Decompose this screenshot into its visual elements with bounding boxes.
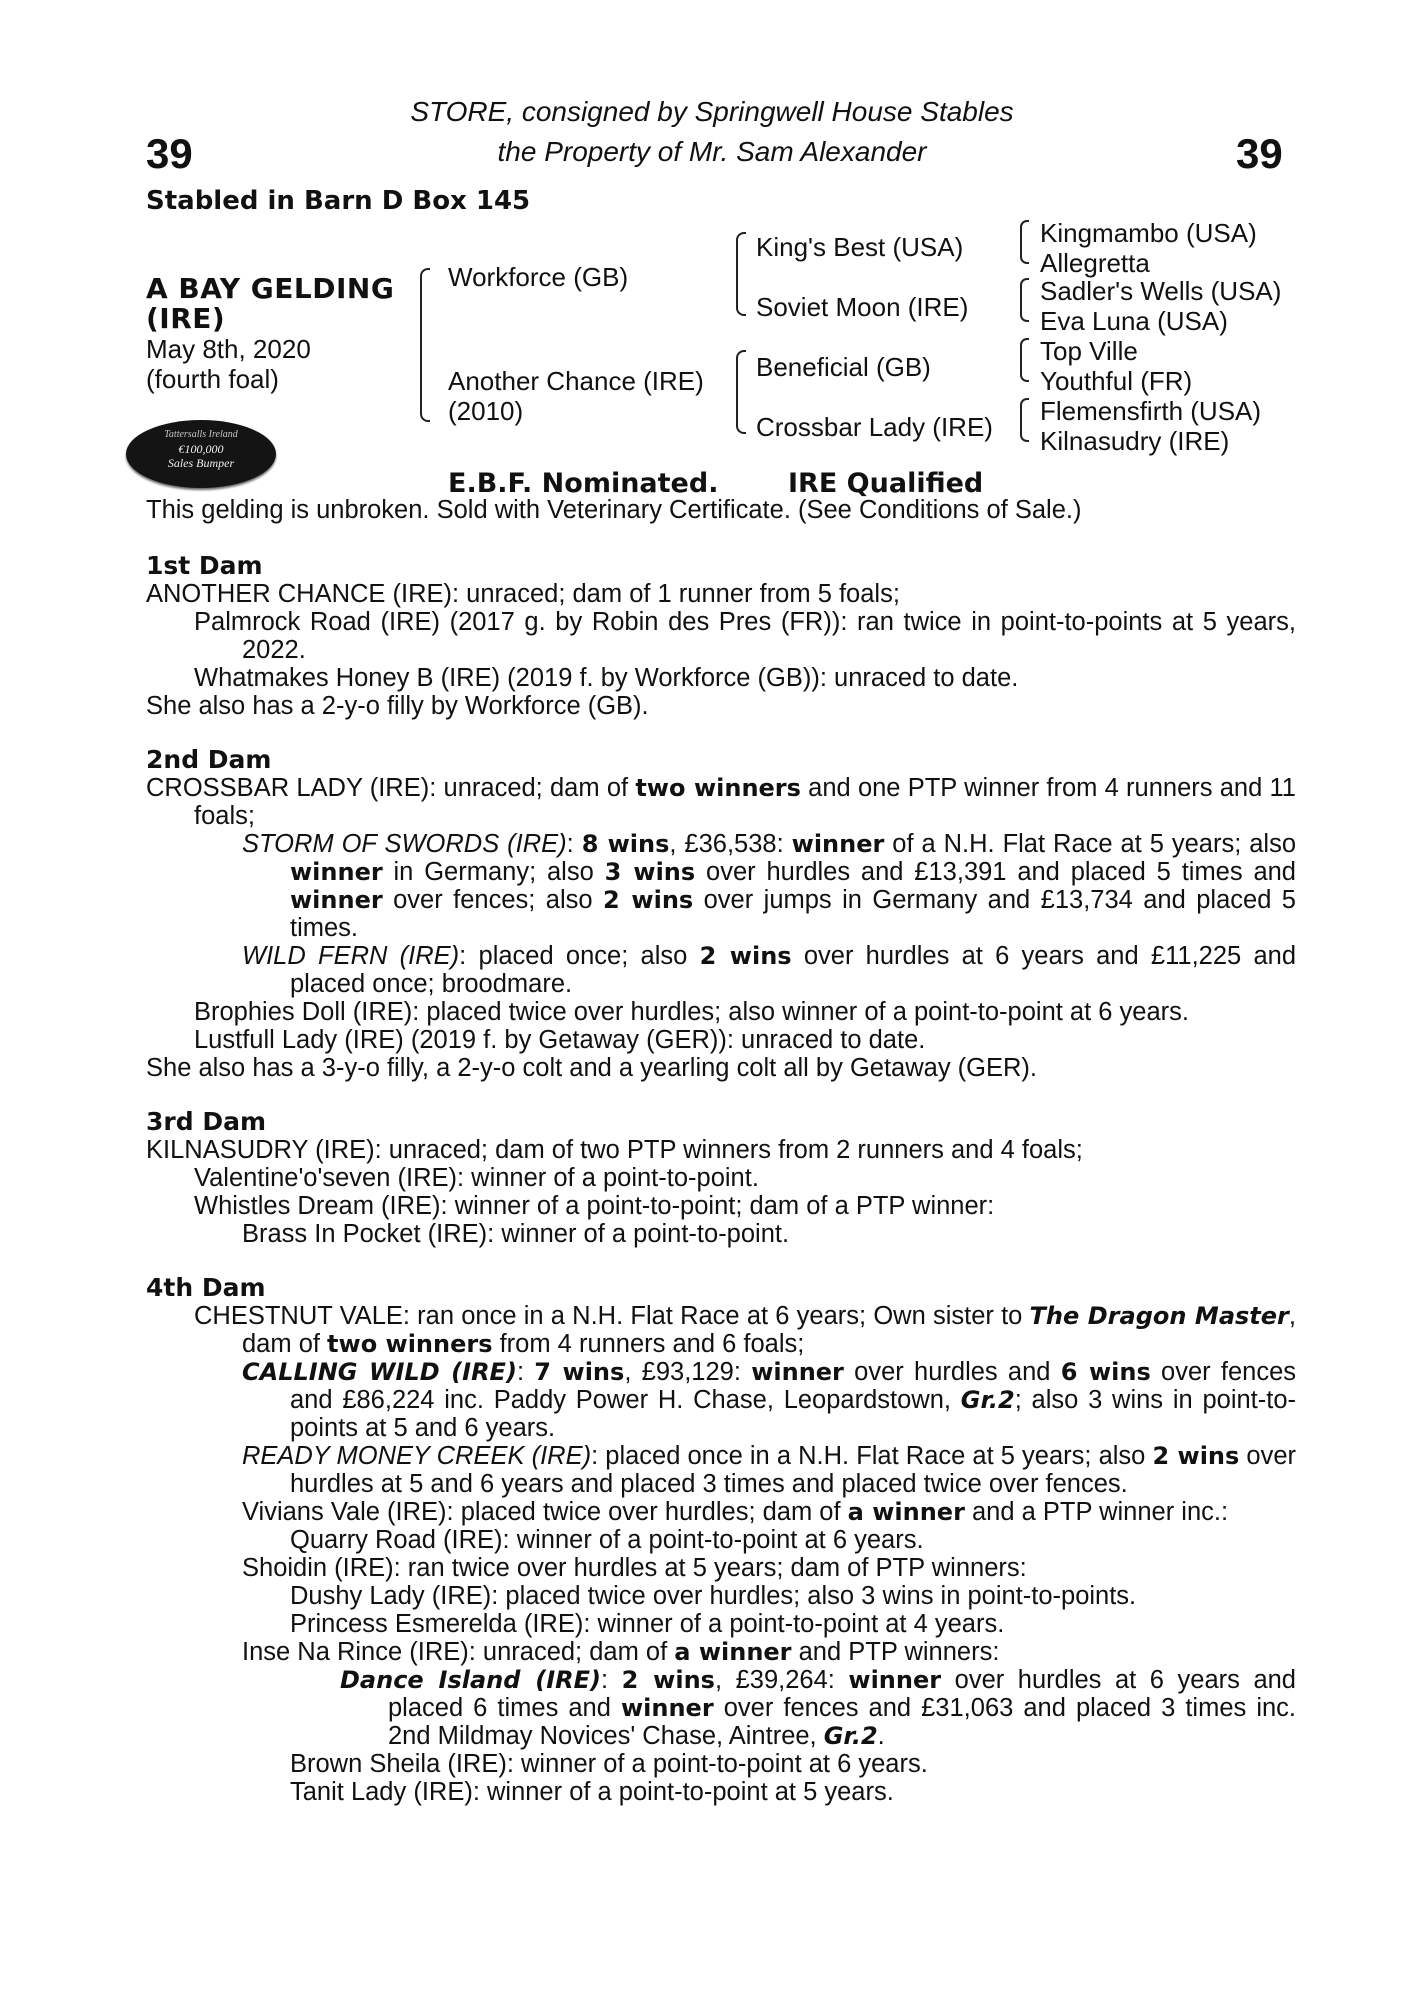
produce-inse-na-rince: Inse Na Rince (IRE): unraced; dam of a winner and PTP winners:: [242, 1638, 1000, 1666]
third-dam-heading: 3rd Dam: [146, 1107, 266, 1136]
pedigree-gg2: Allegretta: [1040, 248, 1150, 278]
foal-note: (fourth foal): [146, 364, 279, 394]
produce-tanit-lady: Tanit Lady (IRE): winner of a point-to-point at 5 years.: [290, 1778, 894, 1806]
third-dam-line: Valentine'o'seven (IRE): winner of a point-to-point.: [194, 1164, 759, 1192]
consignor-line: STORE, consigned by Springwell House Stables: [410, 96, 1014, 127]
third-dam-line: Whistles Dream (IRE): winner of a point-to-point; dam of a PTP winner:: [194, 1192, 995, 1220]
produce-princess-esmerelda: Princess Esmerelda (IRE): winner of a point-to-point at 4 years.: [290, 1610, 1005, 1638]
catalogue-body: [146, 552, 1296, 1806]
produce-dushy-lady: Dushy Lady (IRE): placed twice over hurdles; also 3 wins in point-to-points.: [290, 1582, 1137, 1610]
logo-line3: Sales Bumper: [167, 456, 235, 470]
produce-wild-fern: WILD FERN (IRE): placed once; also 2 wins over hurdles at 6 years and £11,225 and placed once; broodmare.: [242, 942, 1297, 998]
produce-dance-island: Dance Island (IRE): 2 wins, £39,264: winner over hurdles at 6 years and placed 6 times and winner over fences and £31,063 and placed 3 times inc. 2nd Mildmay Novices' Chase, Aintree, Gr.2.: [340, 1666, 1296, 1750]
logo-line1: Tattersalls Ireland: [164, 429, 238, 440]
lot-number-left: 39: [146, 130, 193, 177]
produce-calling-wild: CALLING WILD (IRE): 7 wins, £93,129: winner over hurdles and 6 wins over fences and £86,224 inc. Paddy Power H. Chase, Leopardstown, Gr.2; also 3 wins in point-to-points at 5 and 6 years.: [242, 1358, 1297, 1442]
first-dam-heading: 1st Dam: [146, 551, 263, 580]
fourth-dam-heading: 4th Dam: [146, 1273, 266, 1302]
fourth-dam-intro: CHESTNUT VALE: ran once in a N.H. Flat Race at 6 years; Own sister to The Dragon Master, dam of two winners from 4 runners and 6 foals;: [194, 1302, 1296, 1358]
pedigree-dam-year: (2010): [448, 396, 524, 426]
produce-vivians-vale: Vivians Vale (IRE): placed twice over hurdles; dam of a winner and a PTP winner inc.:: [242, 1498, 1229, 1526]
pedigree-gg8: Kilnasudry (IRE): [1040, 426, 1230, 456]
pedigree-gg6: Youthful (FR): [1040, 366, 1193, 396]
logo-line2: €100,000: [178, 442, 224, 456]
pedigree-gg3: Sadler's Wells (USA): [1040, 276, 1282, 306]
stabled-location: Stabled in Barn D Box 145: [146, 186, 531, 216]
horse-name-line1: A BAY GELDING: [146, 272, 395, 305]
pedigree-gg7: Flemensfirth (USA): [1040, 396, 1262, 426]
ebf-nominated: E.B.F. Nominated.: [448, 468, 719, 499]
pedigree-dam-dam: Crossbar Lady (IRE): [756, 412, 993, 442]
pedigree-brace-g2: [1020, 278, 1029, 322]
horse-name-line2: (IRE): [146, 302, 226, 335]
pedigree-brace-main: [420, 268, 430, 422]
pedigree-sire: Workforce (GB): [448, 262, 629, 292]
sales-bumper-logo: [126, 420, 276, 488]
produce-quarry-road: Quarry Road (IRE): winner of a point-to-point at 6 years.: [290, 1526, 924, 1554]
lot-number-right: 39: [1236, 130, 1283, 177]
second-dam-intro: CROSSBAR LADY (IRE): unraced; dam of two winners and one PTP winner from 4 runners and 11 foals;: [146, 774, 1296, 830]
first-dam-line: Palmrock Road (IRE) (2017 g. by Robin des Pres (FR)): ran twice in point-to-points at 5 years, 2022.: [194, 608, 1296, 664]
second-dam-line: She also has a 3-y-o filly, a 2-y-o colt and a yearling colt all by Getaway (GER).: [146, 1054, 1037, 1082]
third-dam-line: Brass In Pocket (IRE): winner of a point-to-point.: [242, 1220, 790, 1248]
second-dam-line: Brophies Doll (IRE): placed twice over hurdles; also winner of a point-to-point at 6 years.: [194, 998, 1189, 1026]
pedigree-brace-g3: [1020, 338, 1029, 382]
produce-storm-of-swords: STORM OF SWORDS (IRE): 8 wins, £36,538: winner of a N.H. Flat Race at 5 years; also winner in Germany; also 3 wins over hurdles and £13,391 and placed 5 times and winner over fences; also 2 wins over jumps in Germany and £13,734 and placed 5 times.: [242, 830, 1297, 942]
third-dam-line: KILNASUDRY (IRE): unraced; dam of two PTP winners from 2 runners and 4 foals;: [146, 1136, 1083, 1164]
pedigree-brace-g1: [1020, 220, 1029, 264]
first-dam-line: She also has a 2-y-o filly by Workforce (GB).: [146, 692, 649, 720]
pedigree-gg5: Top Ville: [1040, 336, 1138, 366]
pedigree-brace-dam: [736, 350, 746, 434]
foaling-date: May 8th, 2020: [146, 334, 311, 364]
produce-shoidin: Shoidin (IRE): ran twice over hurdles at 5 years; dam of PTP winners:: [242, 1554, 1027, 1582]
produce-brown-sheila: Brown Sheila (IRE): winner of a point-to-point at 6 years.: [290, 1750, 928, 1778]
first-dam-line: ANOTHER CHANCE (IRE): unraced; dam of 1 runner from 5 foals;: [146, 580, 900, 608]
first-dam-line: Whatmakes Honey B (IRE) (2019 f. by Workforce (GB)): unraced to date.: [194, 664, 1019, 692]
ire-qualified: IRE Qualified: [788, 468, 984, 499]
second-dam-heading: 2nd Dam: [146, 745, 272, 774]
property-line: the Property of Mr. Sam Alexander: [497, 136, 927, 167]
pedigree-brace-sire: [736, 232, 746, 316]
produce-ready-money-creek: READY MONEY CREEK (IRE): placed once in a N.H. Flat Race at 5 years; also 2 wins over hurdles at 5 and 6 years and placed 3 times and placed twice over fences.: [242, 1442, 1296, 1498]
second-dam-line: Lustfull Lady (IRE) (2019 f. by Getaway (GER)): unraced to date.: [194, 1026, 926, 1054]
pedigree-gg1: Kingmambo (USA): [1040, 218, 1257, 248]
pedigree-dam: Another Chance (IRE): [448, 366, 704, 396]
pedigree-sire-dam: Soviet Moon (IRE): [756, 292, 969, 322]
pedigree-sire-sire: King's Best (USA): [756, 232, 964, 262]
pedigree-gg4: Eva Luna (USA): [1040, 306, 1228, 336]
pedigree-dam-sire: Beneficial (GB): [756, 352, 931, 382]
sale-note: This gelding is unbroken. Sold with Veterinary Certificate. (See Conditions of Sale.): [146, 496, 1082, 524]
pedigree-brace-g4: [1020, 398, 1029, 442]
